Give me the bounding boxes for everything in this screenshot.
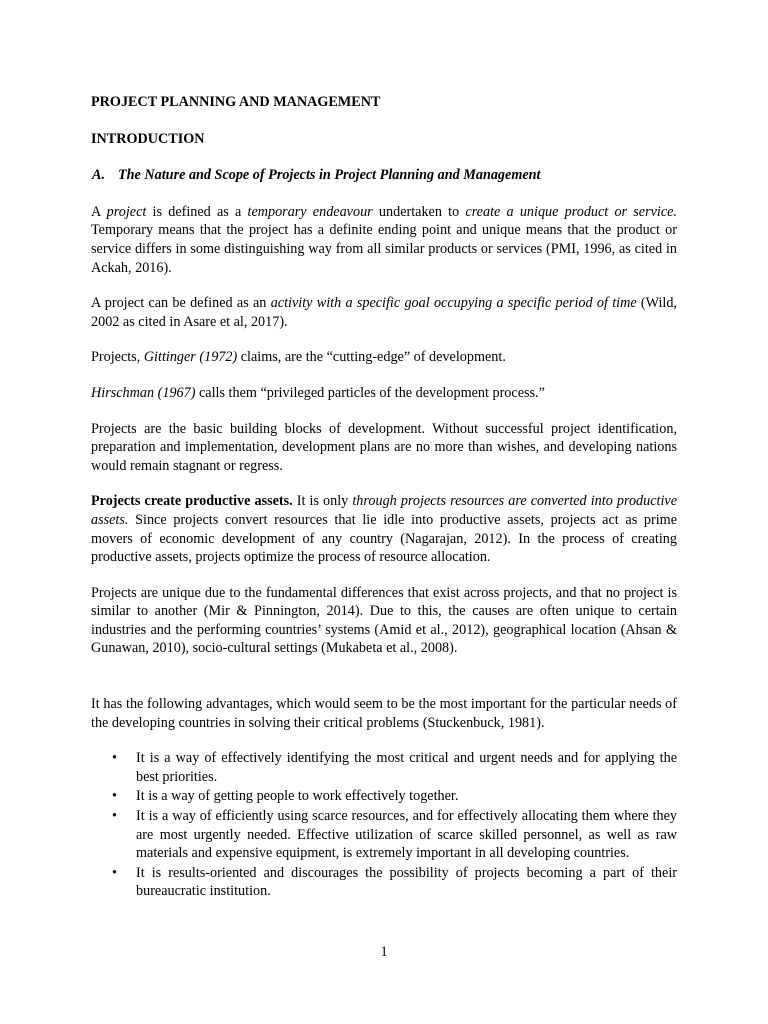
bullet-icon: • <box>112 864 117 881</box>
document-title: PROJECT PLANNING AND MANAGEMENT <box>91 94 381 110</box>
paragraph-advantages-intro: It has the following advantages, which would seem to be the most important for the particular needs of the developing countries in solving their critical problems (Stuckenbuck, 1981). <box>91 696 677 731</box>
paragraph-productive-assets <box>91 492 677 566</box>
text-run: is defined as a <box>146 203 248 220</box>
bullet-icon: • <box>112 788 117 805</box>
subsection-letter: A. <box>92 167 106 184</box>
text-run: Projects, <box>91 349 144 366</box>
list-item <box>91 807 677 863</box>
text-run: A <box>91 203 107 220</box>
subsection-heading <box>91 166 677 185</box>
italic-run: create a unique product or service. <box>465 203 677 220</box>
list-item <box>91 787 677 806</box>
advantages-list <box>91 749 677 901</box>
text-run: calls them “privileged particles of the development process.” <box>195 384 545 401</box>
text-run: claims, are the “cutting-edge” of development. <box>237 349 506 366</box>
paragraph-building-blocks: Projects are the basic building blocks of development. Without successful project identification, preparation and implementation, development plans are no more than wishes, and developing nations would remain stagnant or regress. <box>91 420 677 474</box>
bullet-icon: • <box>112 808 117 825</box>
text-run: Temporary means that the project has a definite ending point and unique means that the product or service differs in some distinguishing way from all similar products or services (PMI, 1996, as cited in Ackah, 2016). <box>91 222 677 276</box>
subsection-title: The Nature and Scope of Projects in Project Planning and Management <box>118 167 541 184</box>
text-run: A project can be defined as an <box>91 295 271 312</box>
paragraph-gittinger <box>91 348 677 367</box>
list-item-text: It is a way of effectively identifying the most critical and urgent needs and for applying the best priorities. <box>136 750 677 785</box>
bullet-icon: • <box>112 750 117 767</box>
section-heading: INTRODUCTION <box>91 130 205 147</box>
list-item-text: It is results-oriented and discourages the possibility of projects becoming a part of their bureaucratic institution. <box>136 864 677 900</box>
text-run: undertaken to <box>372 203 466 220</box>
italic-run: Gittinger (1972) <box>143 349 238 366</box>
italic-run: through projects resources are converted into productive assets. <box>91 493 677 528</box>
page-number: 1 <box>380 944 388 960</box>
text-run: It is only <box>292 493 353 510</box>
bold-run: Projects create productive assets. <box>91 493 293 510</box>
italic-run: Hirschman (1967) <box>91 384 196 401</box>
list-item <box>91 749 677 786</box>
paragraph-hirschman <box>91 384 677 403</box>
text-run: (Wild, 2002 as cited in Asare et al, 2017). <box>91 295 677 330</box>
paragraph-activity-definition <box>91 294 677 331</box>
document-page <box>91 93 677 902</box>
paragraph-unique-projects: Projects are unique due to the fundamental differences that exist across projects, and that no project is similar to another (Mir & Pinnington, 2014). Due to this, the causes are often unique to certain industries and the performing countries’ systems (Amid et al., 2012), geographical location (Ahsan & Gunawan, 2010), socio-cultural settings (Mukabeta et al., 2008). <box>91 584 677 657</box>
paragraph-project-definition <box>91 203 677 277</box>
italic-run: project <box>106 203 147 220</box>
italic-run: activity with a specific goal occupying a specific period of time <box>270 295 637 312</box>
text-run: Since projects convert resources that lie idle into productive assets, projects act as prime movers of economic development of any country (Nagarajan, 2012). In the process of creating productive assets, projects optimize the process of resource allocation. <box>91 511 677 566</box>
italic-run: temporary endeavour <box>247 203 373 220</box>
list-item-text: It is a way of efficiently using scarce resources, and for effectively allocating them where they are most urgently needed. Effective utilization of scarce skilled personnel, as well as raw materials and expensive equipment, is extremely important in all developing countries. <box>136 808 677 862</box>
list-item <box>91 864 677 901</box>
list-item-text: It is a way of getting people to work effectively together. <box>136 788 459 805</box>
